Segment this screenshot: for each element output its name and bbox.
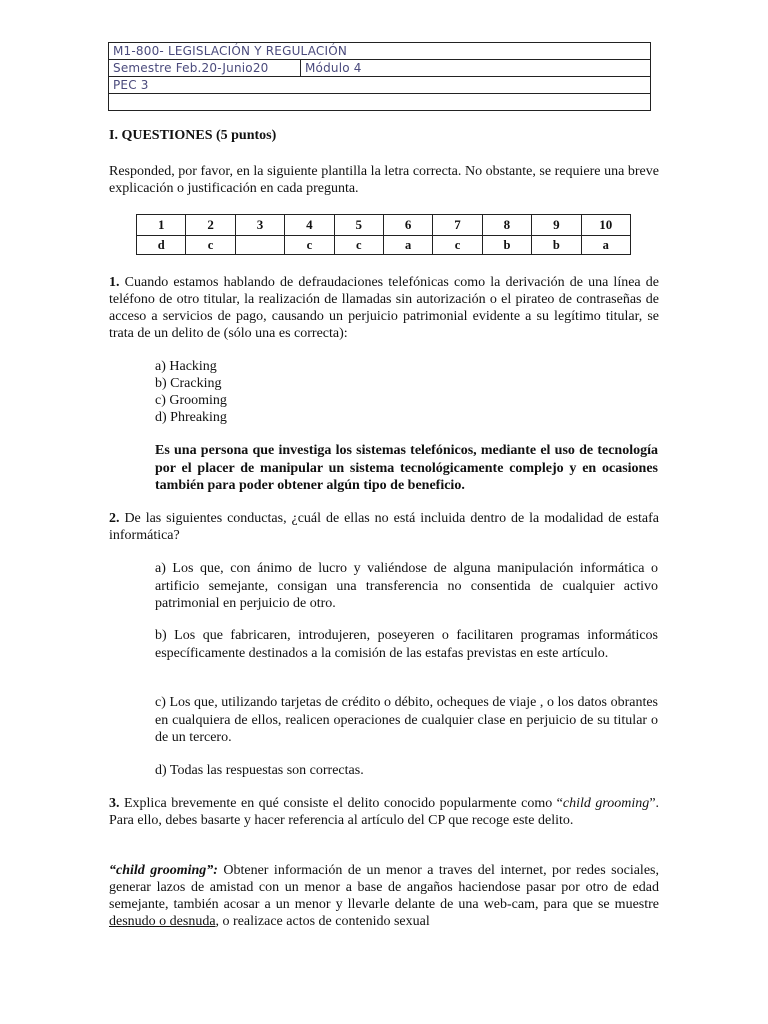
grid-answer-cell: b [532,236,581,255]
grid-number-cell: 7 [433,215,482,236]
grid-number-cell: 9 [532,215,581,236]
question-2-option-c: c) Los que, utilizando tarjetas de crédito o débito, ocheques de viaje , o los datos obrantes en cualquiera de ellos, realicen operaciones de cualquier clase en perjuicio de su titular o de un tercero. [155,695,658,745]
grid-number-cell: 6 [383,215,432,236]
question-3-answer-underlined: desnudo o desnuda [109,914,216,929]
grid-answer-cell: c [334,236,383,255]
question-1-option-c: c) Grooming [155,393,227,408]
answer-grid [136,214,631,255]
header-box [108,42,651,111]
question-3 [109,795,659,829]
grid-number-cell: 2 [186,215,235,236]
section-title: I. QUESTIONES (5 puntos) [109,128,277,143]
grid-number-cell: 4 [285,215,334,236]
grid-answer-cell: c [186,236,235,255]
question-1-option-a: a) Hacking [155,359,217,374]
header-empty-row [109,94,651,111]
question-1-text: Cuando estamos hablando de defraudaciones telefónicas como la derivación de una línea de teléfono de otro titular, la realización de llamadas sin autorización o el pirateo de contraseñas de acceso a servicios de pago, causando un perjuicio patrimonial evidente a su legítimo titular, se trata de un delito de (sólo una es correcta): [109,275,659,341]
semester-label: Semestre Feb.20-Junio20 [109,60,301,77]
question-1-option-d: d) Phreaking [155,410,227,425]
question-3-text-after: ”. Para ello, debes basarte y hacer referencia al artículo del CP que recoge este delito. [109,796,660,828]
question-3-term: child grooming [562,796,650,811]
grid-answer-cell [235,236,284,255]
pec-label: PEC 3 [109,77,651,94]
grid-number-cell: 8 [482,215,531,236]
question-2-text: De las siguientes conductas, ¿cuál de ellas no está incluida dentro de la modalidad de estafa informática? [109,511,659,543]
question-2-option-a: a) Los que, con ánimo de lucro y valiéndose de alguna manipulación informática o artificio semejante, consigan una transferencia no consentida de cualquier activo patrimonial en perjuicio de otro. [155,561,658,611]
question-2-option-b: b) Los que fabricaren, introdujeren, poseyeren o facilitaren programas informáticos específicamente destinados a la comisión de las estafas previstas en este artículo. [155,628,658,661]
question-3-number: 3. [109,796,120,811]
question-2-option-d: d) Todas las respuestas son correctas. [155,763,364,778]
question-3-answer-label: “child grooming”: [109,863,218,878]
grid-answer-cell: c [433,236,482,255]
answer-grid-numbers-row [137,215,631,236]
grid-answer-cell: d [137,236,186,255]
grid-answer-cell: a [383,236,432,255]
question-1-options [155,358,227,426]
grid-number-cell: 5 [334,215,383,236]
question-1-option-b: b) Cracking [155,376,222,391]
question-3-text-before: Explica brevemente en qué consiste el delito conocido popularmente como “ [123,796,563,811]
question-1 [109,274,659,342]
question-3-answer-end: , o realizace actos de contenido sexual [215,914,430,929]
grid-number-cell: 10 [581,215,630,236]
grid-answer-cell: a [581,236,630,255]
intro-paragraph: Responded, por favor, en la siguiente plantilla la letra correcta. No obstante, se requiere una breve explicación o justificación en cada pregunta. [109,164,659,196]
question-1-number: 1. [109,275,120,290]
grid-number-cell: 1 [137,215,186,236]
question-3-answer [109,862,659,930]
grid-answer-cell: b [482,236,531,255]
question-2-number: 2. [109,511,120,526]
question-1-answer: Es una persona que investiga los sistemas telefónicos, mediante el uso de tecnología por el placer de manipular un sistema tecnológicamente complejo y en ocasiones también para poder obtener algún tipo de beneficio. [155,443,658,493]
question-3-answer-main: Obtener información de un menor a traves del internet, por redes sociales, generar lazos de amistad con un menor a base de angaños haciendose pasar por otro de edad semejante, también acosar a un menor y llevarle delante de una web-cam, para que se muestre [109,863,659,912]
grid-number-cell: 3 [235,215,284,236]
course-title: M1-800- LEGISLACIÓN Y REGULACIÓN [109,43,651,60]
grid-answer-cell: c [285,236,334,255]
module-label: Módulo 4 [301,60,651,77]
question-2 [109,510,659,544]
answer-grid-answers-row [137,236,631,255]
